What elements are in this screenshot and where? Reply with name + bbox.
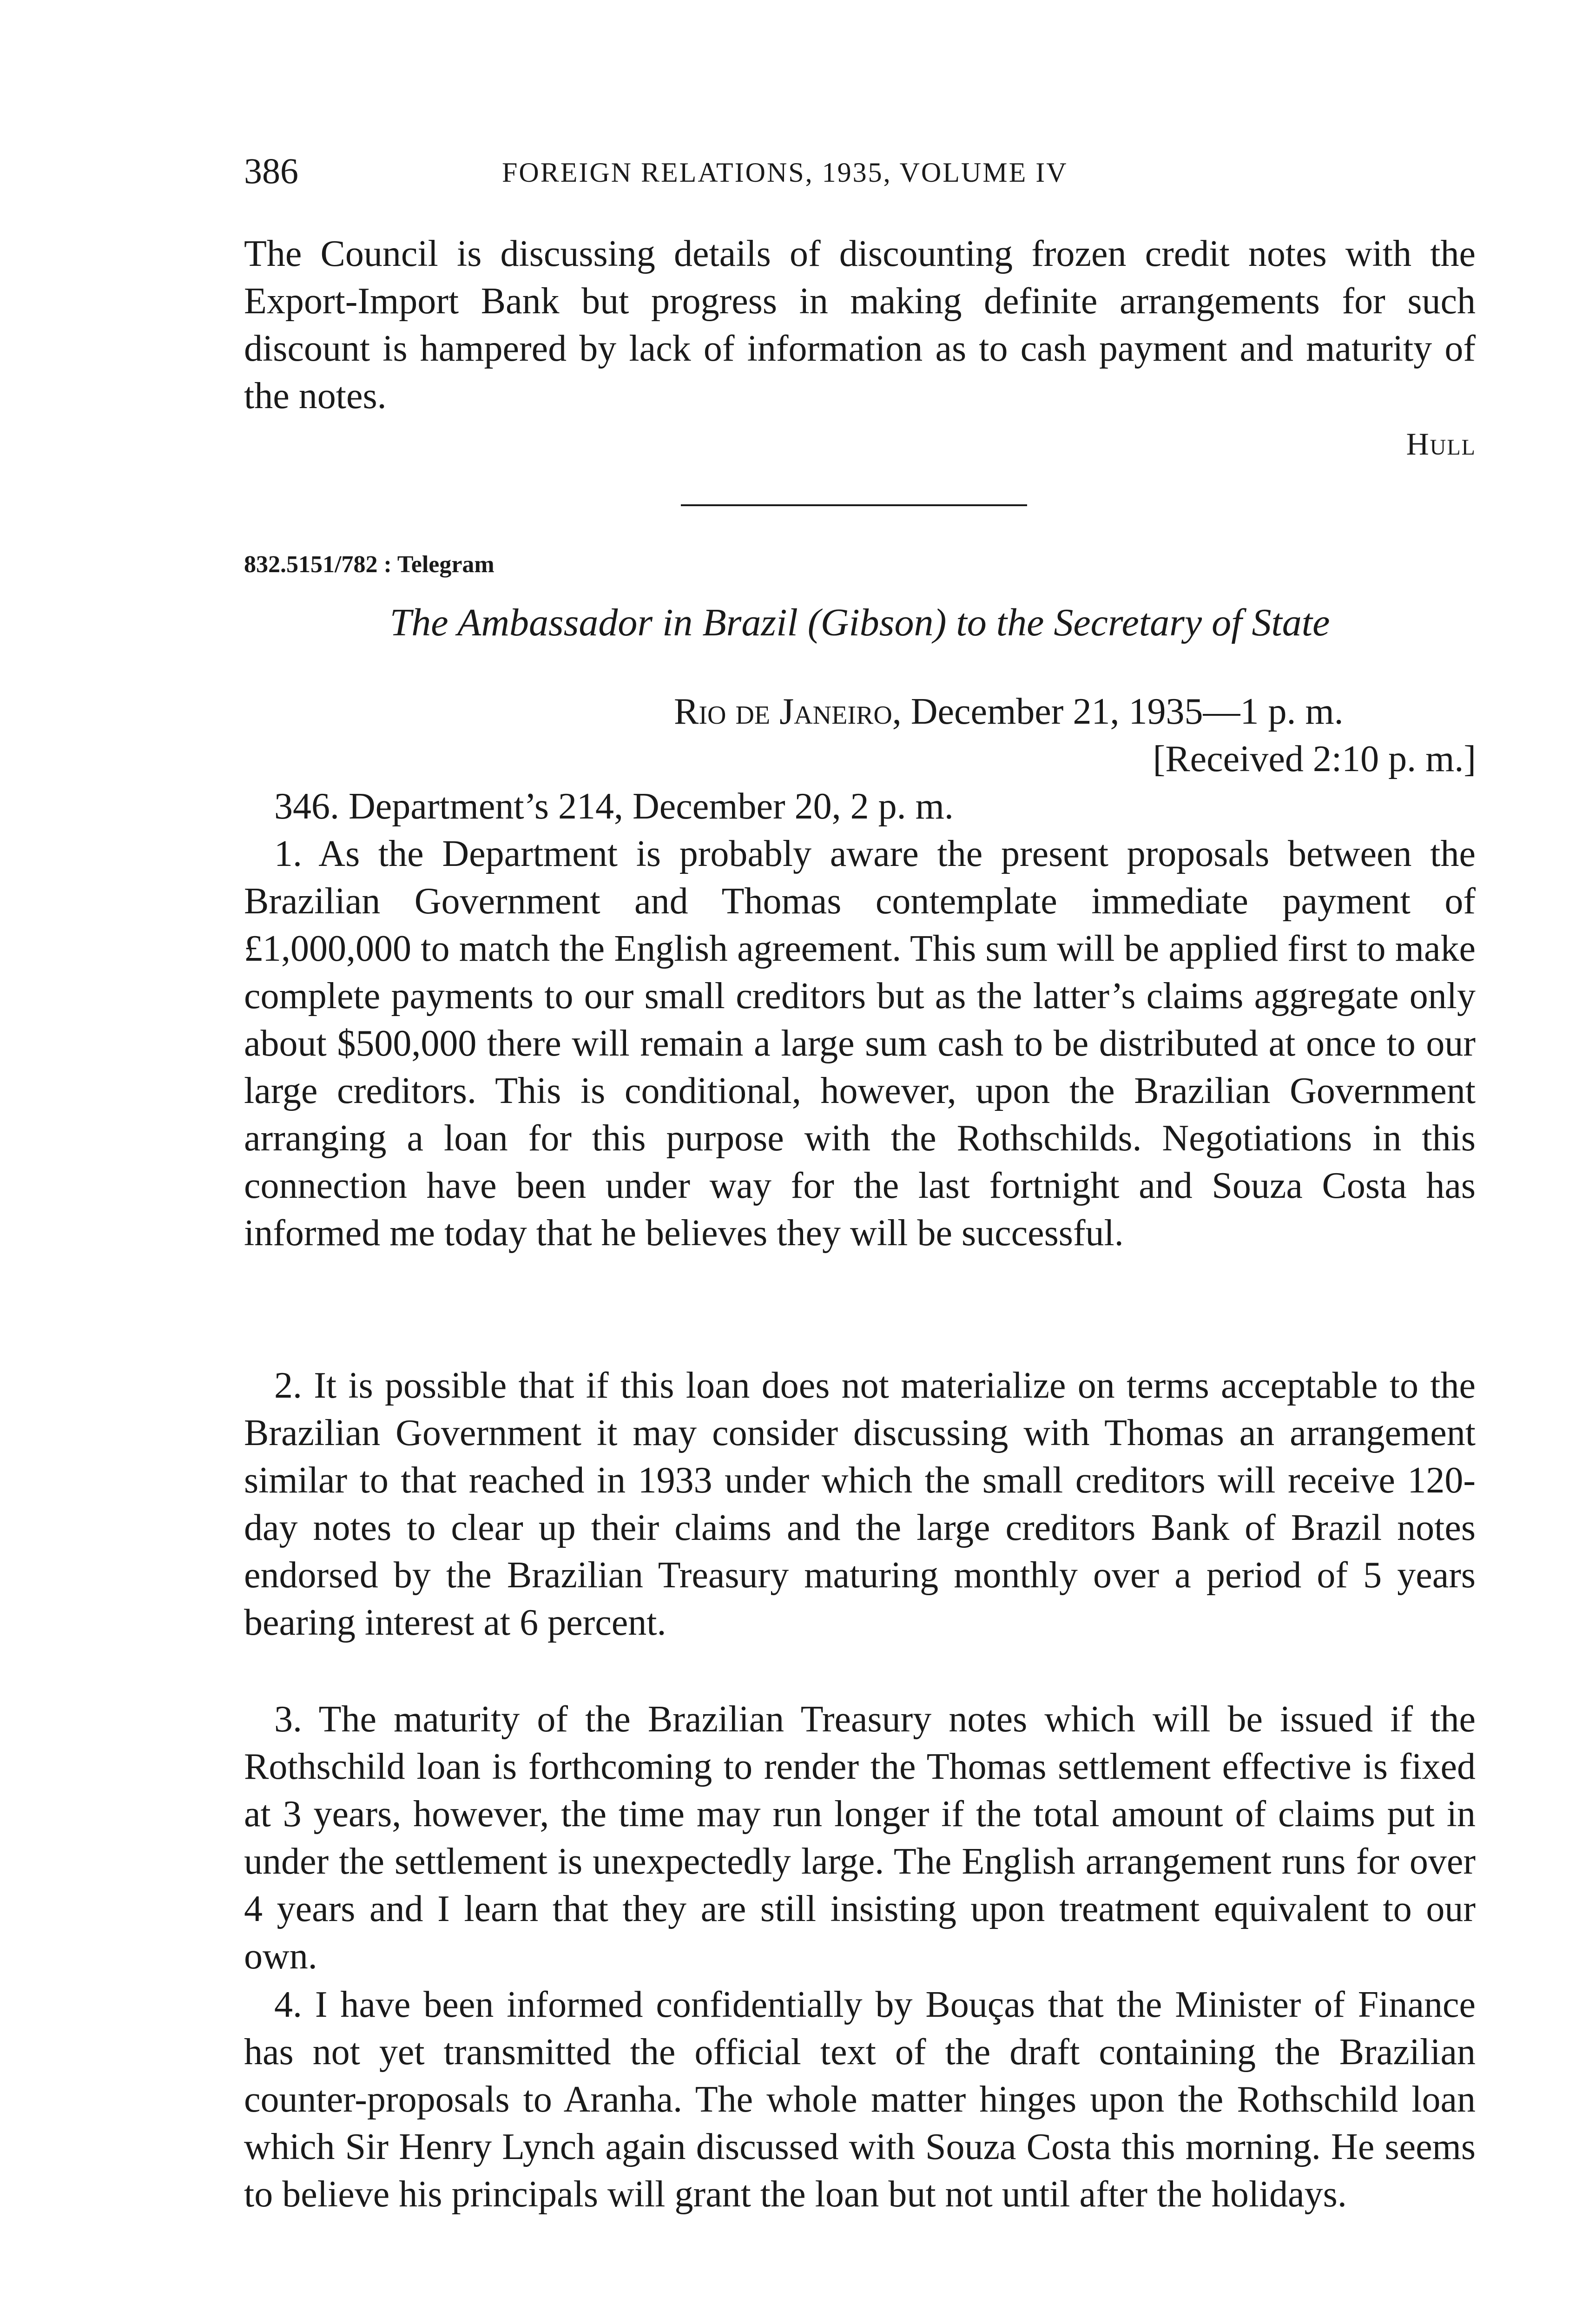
previous-document-closing-paragraph: The Council is discussing details of discounting frozen credit notes with the Export-Import Bank but progress in making definite arrangements for such discount is hampered by lack of information as to cash payment and maturity of the notes.	[244, 233, 1476, 416]
paragraph-3: 3. The maturity of the Brazilian Treasury notes which will be issued if the Rothschild loan is forthcoming to render the Thomas settlement effective is fixed at 3 years, however, the time may run longer if the total amount of claims put in under the settlement is unexpectedly large. The English arrangement runs for over 4 years and I learn that they are still insisting upon treatment equivalent to our own.	[244, 1699, 1476, 1977]
dateline-place: Rio de Janeiro,	[674, 691, 902, 732]
section-divider-rule	[681, 504, 1027, 506]
document-heading: The Ambassador in Brazil (Gibson) to the Secretary of State	[389, 601, 1330, 644]
signature-hull: Hull	[1406, 426, 1476, 462]
file-reference: 832.5151/782 : Telegram	[244, 551, 494, 578]
dateline	[674, 688, 1344, 735]
running-title: FOREIGN RELATIONS, 1935, VOLUME IV	[502, 157, 1068, 188]
dateline-date: December 21, 1935—1 p. m.	[910, 691, 1344, 732]
telegram-number: 346. Department’s 214, December 20, 2 p. m.	[274, 786, 954, 827]
page-number: 386	[244, 151, 298, 191]
paragraph-1: 1. As the Department is probably aware the present proposals between the Brazilian Government and Thomas contemplate immediate payment of £1,000,000 to match the English agreement. This sum will be applied first to make complete payments to our small creditors but as the latter’s claims aggregate only about $500,000 there will remain a large sum cash to be distributed at once to our large creditors. This is conditional, however, upon the Brazilian Government arranging a loan for this purpose with the Rothschilds. Negotiations in this connection have been under way for the last fortnight and Souza Costa has informed me today that he believes they will be successful.	[244, 833, 1476, 1254]
running-header	[244, 148, 1476, 194]
paragraph-2: 2. It is possible that if this loan does not materialize on terms acceptable to the Brazilian Government it may consider discussing with Thomas an arrangement similar to that reached in 1933 under which the small creditors will receive 120-day notes to clear up their claims and the large creditors Bank of Brazil notes endorsed by the Brazilian Treasury maturing monthly over a period of 5 years bearing interest at 6 percent.	[244, 1365, 1476, 1643]
paragraph-4: 4. I have been informed confidentially by Bouças that the Minister of Finance has not yet transmitted the official text of the draft containing the Brazilian counter-proposals to Aranha. The whole matter hinges upon the Rothschild loan which Sir Henry Lynch again discussed with Souza Costa this morning. He seems to believe his principals will grant the loan but not until after the holidays.	[244, 1984, 1476, 2215]
received-time: [Received 2:10 p. m.]	[1153, 739, 1476, 779]
